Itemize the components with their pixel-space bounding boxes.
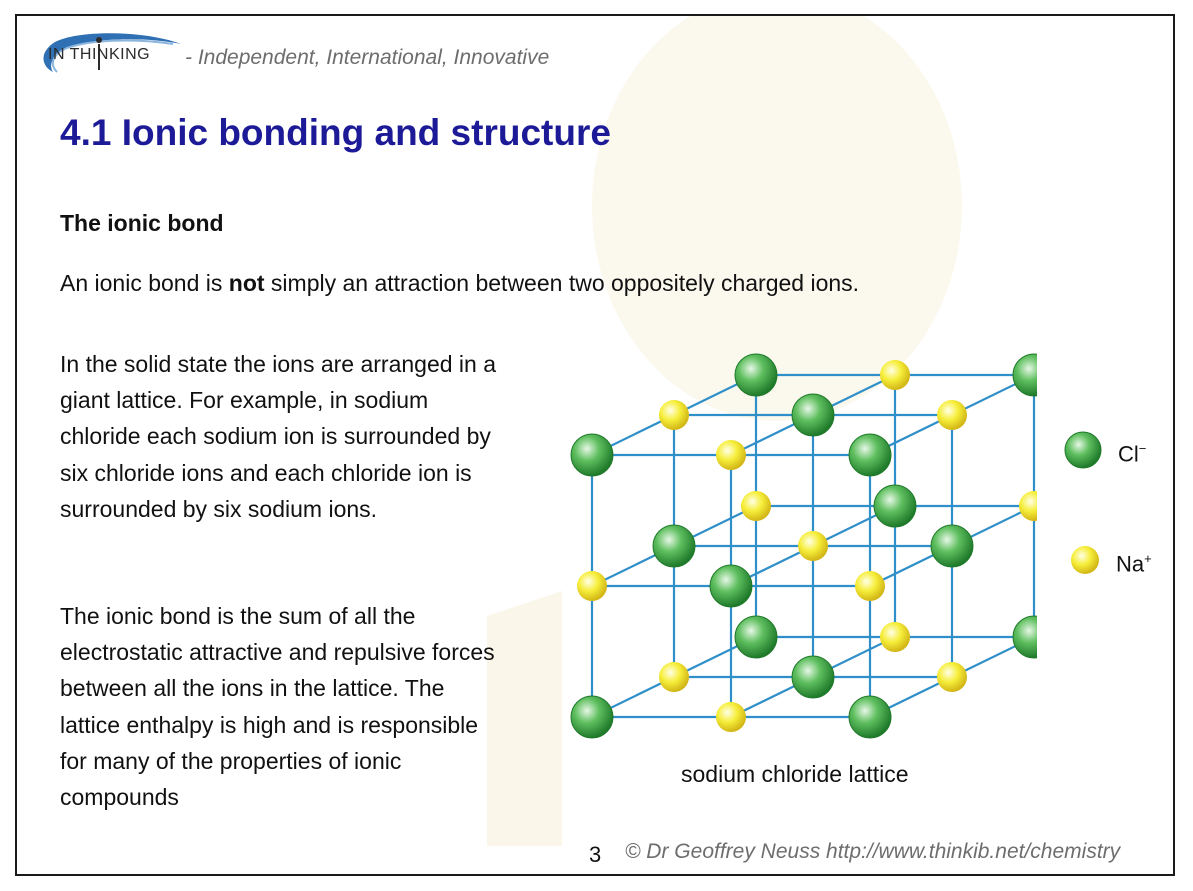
chloride-ion (849, 696, 891, 738)
chloride-ion (849, 434, 891, 476)
lattice-ions (571, 354, 1037, 738)
sodium-ion (937, 662, 967, 692)
sodium-ion (659, 400, 689, 430)
chloride-legend-label (1118, 441, 1146, 467)
sodium-symbol: Na (1116, 551, 1145, 577)
sodium-ion (798, 531, 828, 561)
diagram-caption: sodium chloride lattice (681, 761, 909, 787)
sodium-ion (716, 702, 746, 732)
chloride-ion (571, 696, 613, 738)
sodium-ion (937, 400, 967, 430)
chloride-ion (792, 656, 834, 698)
chloride-symbol: Cl (1118, 441, 1139, 467)
sodium-ion (716, 440, 746, 470)
intro-text-before: An ionic bond is (60, 270, 229, 296)
sodium-ion (880, 622, 910, 652)
chloride-ion (653, 525, 695, 567)
sodium-ion (659, 662, 689, 692)
intro-text-after: simply an attraction between two oppositely charged ions. (264, 270, 860, 296)
sodium-ion (1019, 491, 1037, 521)
page-number: 3 (589, 842, 602, 867)
sodium-ion (741, 491, 771, 521)
chloride-ion (1013, 354, 1037, 396)
sodium-charge: + (1144, 551, 1152, 566)
chloride-ion (792, 394, 834, 436)
sodium-ion (855, 571, 885, 601)
sodium-ion (880, 360, 910, 390)
sodium-legend-icon (1069, 544, 1101, 576)
ionic-bond-paragraph: The ionic bond is the sum of all the electrostatic attractive and repulsive forces between all the ions in the lattice. The lattice enthalpy is high and is responsible for many of the properties of ionic compounds (60, 603, 495, 811)
copyright-notice: © Dr Geoffrey Neuss http://www.thinkib.net/chemistry (625, 840, 1121, 863)
sodium-ion (577, 571, 607, 601)
chloride-legend-icon (1063, 430, 1103, 470)
chloride-ion (931, 525, 973, 567)
chloride-charge: − (1138, 441, 1147, 456)
chloride-ion (571, 434, 613, 476)
chloride-ion (1013, 616, 1037, 658)
logo-text: IN THINKING (48, 46, 151, 63)
sodium-legend-label (1116, 551, 1152, 577)
slide (15, 14, 1175, 876)
chloride-ion (874, 485, 916, 527)
chloride-ion (735, 354, 777, 396)
nacl-lattice-diagram (557, 351, 1037, 761)
tagline: - Independent, International, Innovative (185, 46, 550, 69)
intro-emphasis: not (228, 270, 265, 296)
chloride-ion (735, 616, 777, 658)
intro-sentence (60, 270, 859, 297)
chloride-ion (710, 565, 752, 607)
slide-title: 4.1 Ionic bonding and structure (60, 112, 611, 153)
lattice-paragraph: In the solid state the ions are arranged in a giant lattice. For example, in sodium chloride each sodium ion is surrounded by six chloride ions and each chloride ion is surrounded by six sodium ions. (60, 351, 497, 522)
section-heading: The ionic bond (60, 210, 224, 236)
